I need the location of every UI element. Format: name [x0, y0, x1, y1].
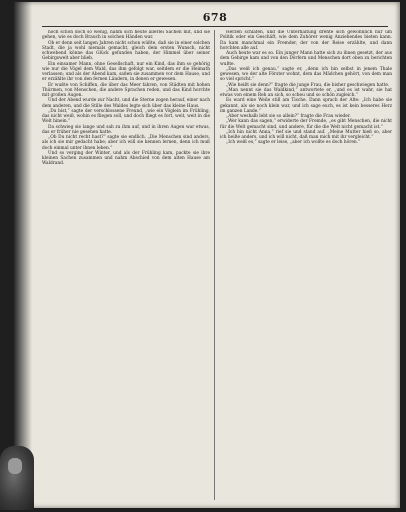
paragraph: „Ich weiß es,“ sagte er leise, „aber ich wollte es doch hören.“ [226, 140, 361, 146]
paragraph: „Das weiß ich genau,“ sagte er, „denn ich bin selbst in jenem Thale gewesen, wo der alte Förster wohnt, dem das Mädchen gehört, von dem man so viel spricht.“ [220, 66, 392, 83]
left-column [42, 30, 210, 502]
paragraph: „Ob Du nicht recht hast?“ sagte sie endlich. „Die Menschen sind anders, als ich sie mir gedacht habe; aber ich will sie kennen lernen, denn ich muß doch einmal unter ihnen leben.“ [42, 135, 210, 151]
page-number: 678 [202, 11, 228, 24]
paragraph: „Ich bin nicht Anna,“ rief sie und stand auf. „Meine Mutter hieß so, aber ich heiße anders, und ich will nicht, daß man mich mit ihr vergleicht.“ [220, 129, 392, 140]
paragraph: „Aber weshalb lebt sie so allein?“ fragte die Frau wieder. [226, 114, 351, 119]
page-header [40, 6, 390, 24]
page-gutter-shadow [14, 2, 32, 508]
paragraph: „Wie heißt sie denn?“ fragte die junge Frau, die bisher geschwiegen hatte. [226, 82, 390, 88]
paragraph: „Du bist,“ sagte der verschlossene Freund, „wie ein Vöglein im Frühling, das nicht weiß, wohin es fliegen soll, und doch fliegt es fort, weit, weit in die Welt hinein.“ [42, 108, 210, 125]
paragraph: Er wußte von Schiffen, die über das Meer fahren, von Städten mit hohen Thürmen, von Menschen, die andere Sprachen reden, und das Kind horchte mit großen Augen. [42, 82, 210, 98]
header-rule [42, 26, 388, 27]
paragraph: Auch heute war es so. Ein junger Mann hatte sich zu ihnen gesetzt, der aus dem Gebirge kam und von den Dörfern und Menschen dort oben zu berichten wußte. [220, 51, 392, 67]
column-divider [214, 30, 215, 500]
right-column [220, 30, 392, 502]
thumbnail-highlight [8, 458, 22, 474]
paragraph: Und so verging der Winter, und als der Frühling kam, packte sie ihre kleinen Sachen zusammen und nahm Abschied von dem alten Hause am Waldrand. [42, 150, 210, 167]
book-page [14, 2, 400, 508]
holding-thumb [0, 446, 34, 510]
paragraph: Herzen schlafen, und die Unterhaltung drehte sich gewöhnlich nur um Politik oder ein Geschäft, wie dem Zuhörer wenig Anziehendes bieten kann. Da kam manchmal ein Fremder, der von der Reise erzählte, und dann horchten alle auf. [220, 30, 392, 51]
paragraph: Es ward eine Weile still am Tische. Dann sprach der Alte: „Ich habe sie gekannt, als sie noch klein war, und ich sage euch, es ist kein besseres Herz im ganzen Lande.“ [220, 98, 392, 114]
paragraph: „Wer kann das sagen,“ erwiderte der Fremde, „es gibt Menschen, die nicht für die Welt gemacht sind, und andere, für die die Welt nicht gemacht ist.“ [220, 119, 392, 130]
paragraph: „Man nennt sie das Waldkind,“ antwortete er, „und es ist wahr, sie hat etwas von einem Reh an sich, so scheu und so schön zugleich.“ [220, 87, 392, 98]
paragraph: Ob er denn seit langen Jahren nicht schon wüßte, daß sie in einer solchen Stadt, die ja wohl niemals gemacht, gleich dem ersten Wunsch, nicht schwebend könne das Glück gefunden haben, der Himmel über seiner Gebirgswelt aber blieb. [42, 40, 210, 62]
paragraph: Ein einsamer Mann, ohne Gesellschaft, nur ein Kind, das ihm so gehörig wie nur die Vögel dem Wald, das ihm gefolgt war, seitdem er die Heimath verlassen; und als der Abend kam, saßen sie zusammen vor dem Hause, und er erzählte ihr von den fernen Ländern, in denen er gewesen. [42, 61, 210, 83]
paragraph: Da schwieg sie lange und sah zu ihm auf, und in ihren Augen war etwas, das er früher nie gesehen hatte. [42, 124, 210, 135]
paragraph: noch schon doch so wenig, nahm sich heute allerlei Sachen mit, und sie gehen, wie es doch Brauch in solchen Händen war. [42, 30, 210, 41]
paragraph: Und der Abend wurde zur Nacht, und die Sterne zogen herauf, einer nach dem anderen, und die Stille des Waldes legte sich über das kleine Haus. [42, 98, 210, 109]
